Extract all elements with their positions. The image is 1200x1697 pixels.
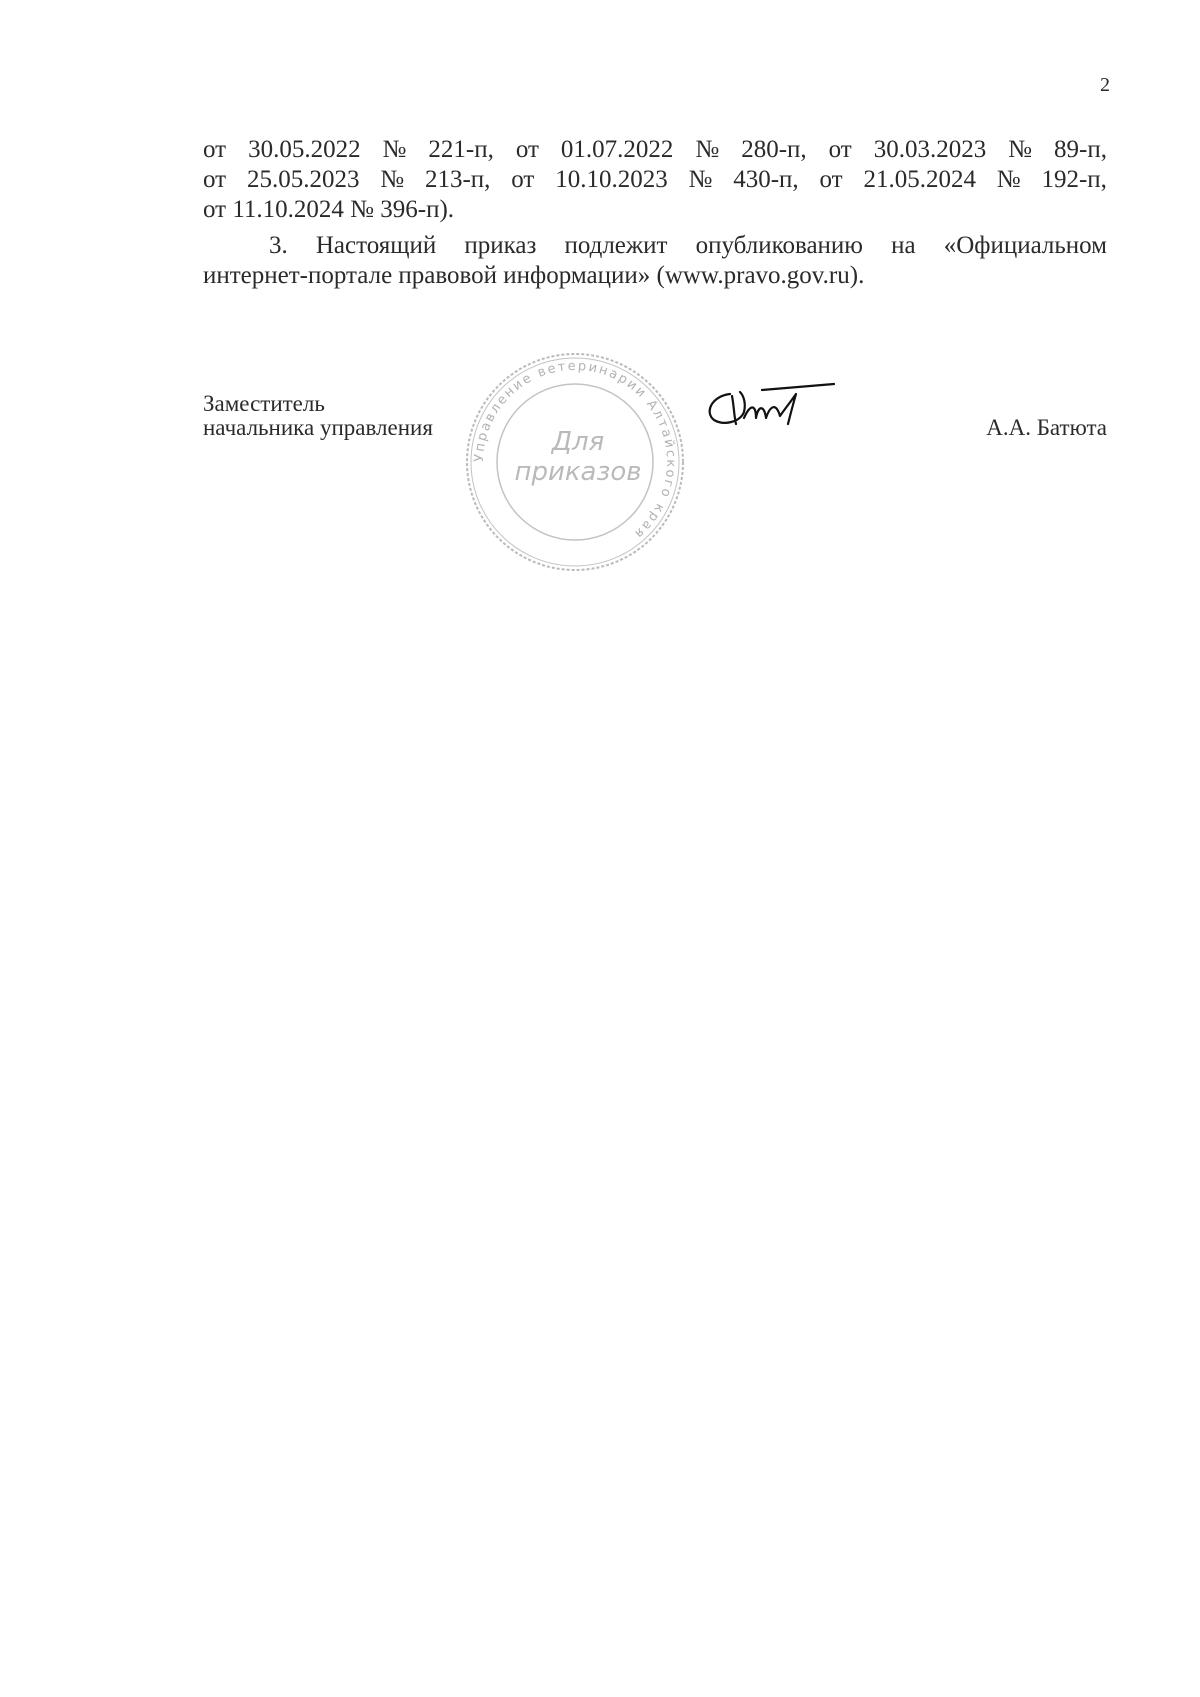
word: подлежит: [564, 232, 668, 259]
word: 25.05.2023: [246, 166, 360, 193]
stamp-text-line-1: Для: [551, 427, 605, 457]
word: 30.05.2022: [248, 136, 361, 163]
stamp-ring-text: Управление ветеринарии Алтайского края: [471, 358, 679, 542]
signer-position-line-2: начальника управления: [203, 415, 433, 440]
signer-position: [203, 392, 433, 440]
word: от: [203, 136, 227, 163]
references-line-2: [203, 165, 1107, 195]
word: №: [688, 166, 713, 193]
word: 3.: [269, 232, 288, 259]
word: №: [382, 136, 407, 163]
word: 10.10.2023: [555, 166, 668, 193]
word: 89-п,: [1054, 136, 1107, 163]
official-stamp: [460, 350, 690, 575]
order-references: [203, 135, 1107, 225]
word: от: [819, 166, 843, 193]
word: 30.03.2023: [873, 136, 987, 163]
publication-paragraph: [203, 231, 1107, 291]
word: 01.07.2022: [560, 136, 674, 163]
word: приказ: [464, 232, 537, 259]
handwritten-signature: [700, 382, 835, 437]
word: №: [695, 136, 720, 163]
paragraph-3-line-2: интернет-портале правовой информации» (www.pravo.gov.ru).: [203, 262, 865, 289]
references-line-3: от 11.10.2024 № 396-п).: [203, 196, 455, 223]
page-number: 2: [1100, 74, 1110, 96]
references-line-1: [203, 135, 1107, 165]
word: от: [511, 166, 535, 193]
word: Настоящий: [315, 232, 437, 259]
word: 213-п,: [424, 166, 491, 193]
word: 280-п,: [741, 136, 807, 163]
word: №: [380, 166, 405, 193]
word: 430-п,: [733, 166, 799, 193]
signer-name: А.А. Батюта: [986, 415, 1107, 440]
word: 192-п,: [1041, 166, 1107, 193]
word: опубликованию: [695, 232, 863, 259]
word: на: [891, 232, 916, 259]
stamp-text-line-2: приказов: [514, 457, 642, 487]
word: от: [515, 136, 539, 163]
word: от: [203, 166, 227, 193]
word: от: [828, 136, 852, 163]
signer-position-line-1: Заместитель: [203, 391, 325, 416]
word: 21.05.2024: [863, 166, 976, 193]
word: «Официальном: [943, 232, 1107, 259]
word: 221-п,: [428, 136, 494, 163]
paragraph-3-line-1: [203, 231, 1107, 261]
word: №: [996, 166, 1021, 193]
word: №: [1008, 136, 1033, 163]
